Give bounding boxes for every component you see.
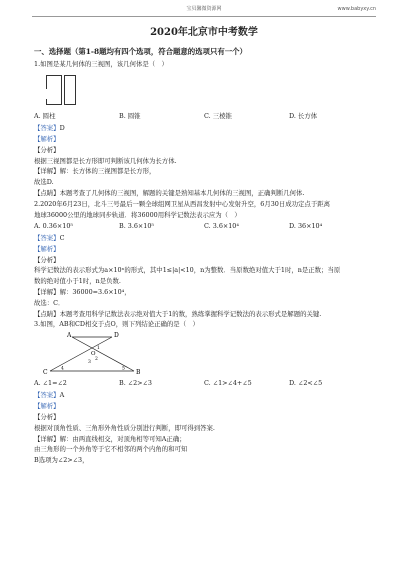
q1-analysis-tag: 【解析】	[34, 135, 60, 144]
q1-analysis: 根据三视图都是长方形即可判断该几何体为长方体.	[34, 156, 177, 165]
q3-angle-1: 1	[97, 346, 100, 352]
header-url: www.babyxy.cn	[337, 6, 376, 12]
q2-analysis-line1: 科学记数法的表示形式为a×10ⁿ的形式，其中1≤|a|<10，n为整数．当原数绝对值大于1时，n是正数；当原	[34, 266, 341, 275]
q3-analysis: 根据对顶角性质、三角形外角性质分别进行判断，即可得到答案.	[34, 423, 215, 432]
q3-option-d: D. ∠2<∠5	[289, 379, 323, 388]
header-divider	[32, 16, 376, 17]
q1-option-a: A. 圆柱	[34, 112, 56, 121]
q3-label-o: O	[91, 351, 96, 358]
q3-figure-svg	[42, 331, 152, 377]
q3-option-b: B. ∠2>∠3	[119, 379, 152, 388]
page-header	[0, 6, 408, 16]
q3-detail-line1: 【详解】解：由两直线相交，对顶角相等可知A正确；	[34, 434, 186, 443]
q2-option-b: B. 3.6×10⁵	[119, 221, 154, 230]
q3-angle-4: 4	[61, 366, 64, 372]
q3-analysis-label: 【分析】	[34, 412, 60, 421]
q3-option-c: C. ∠1>∠4+∠5	[204, 379, 252, 388]
q2-option-a: A. 0.36×10⁵	[34, 221, 73, 230]
q2-conclusion: 故选：C．	[34, 298, 65, 307]
q2-options	[34, 222, 374, 231]
q3-stem: 3.如图，AB和CD相交于点O，则下列结论正确的是（ ）	[34, 320, 199, 329]
q1-top-view	[46, 89, 60, 99]
q2-stem-line2: 地球36000公里的地球同步轨道．将36000用科学记数法表示应为（ ）	[34, 210, 241, 219]
q3-answer: 【答案】A	[34, 391, 65, 400]
q2-analysis-label: 【分析】	[34, 255, 60, 264]
q2-analysis-line2: 数的绝对值小于1时，n是负数.	[34, 277, 121, 286]
q3-angle-2: 2	[95, 357, 98, 363]
q1-analysis-label: 【分析】	[34, 145, 60, 154]
q2-comment: 【点睛】本题考查用科学记数法表示绝对值大于1的数，熟练掌握科学记数法的表示形式是解题的关键.	[34, 309, 322, 318]
q2-detail: 【详解】解：36000=3.6×10⁴，	[34, 288, 131, 297]
document-title: 2020年北京市中考数学	[150, 27, 258, 38]
q3-options	[34, 379, 374, 388]
q2-option-c: C. 3.6×10⁴	[204, 221, 239, 230]
q2-option-d: D. 36×10⁴	[289, 221, 323, 230]
q2-stem-line1: 2.2020年6月23日，北斗三号最后一颗全球组网卫星从西昌发射中心发射升空，6月30日成功定点于距离	[34, 199, 330, 208]
q1-option-b: B. 圆锥	[119, 112, 141, 121]
q1-three-views-figure	[34, 71, 374, 109]
q1-comment: 【点睛】本题考查了几何体的三视图，解题的关键是熟知基本几何体的三视图，正确判断几何体.	[34, 188, 305, 197]
q3-angle-3: 3	[88, 360, 91, 366]
q2-analysis-tag: 【解析】	[34, 244, 60, 253]
q1-detail: 【详解】解：长方体的三视图都是长方形，	[34, 167, 156, 176]
document-body	[34, 22, 374, 467]
q1-answer: 【答案】D	[34, 124, 65, 133]
q3-detail-line3: B选项为∠2>∠3，	[34, 456, 89, 465]
header-site-name: 宝贝馨微资源网	[186, 6, 222, 12]
q3-label-d: D	[114, 332, 119, 340]
q3-label-c: C	[43, 369, 48, 377]
q2-answer: 【答案】C	[34, 234, 65, 243]
q1-options	[34, 112, 374, 121]
q1-option-c: C. 三棱锥	[204, 112, 232, 121]
q1-conclusion: 故选D.	[34, 178, 54, 187]
q3-geometry-figure	[34, 331, 374, 377]
q1-side-view	[64, 75, 76, 105]
q3-option-a: A. ∠1=∠2	[34, 379, 67, 388]
q3-analysis-tag: 【解析】	[34, 402, 60, 411]
q3-label-b: B	[136, 369, 141, 377]
section-heading: 一、选择题（第1-8题均有四个选项，符合题意的选项只有一个）	[34, 46, 247, 56]
q3-detail-line2: 由三角形的一个外角等于它不相邻的两个内角的和可知	[34, 445, 188, 454]
q3-label-a: A	[67, 332, 72, 340]
q1-stem: 1.如图是某几何体的三视图，该几何体是（ ）	[34, 60, 168, 69]
q3-angle-5: 5	[122, 366, 125, 372]
q1-option-d: D. 长方体	[289, 112, 318, 121]
